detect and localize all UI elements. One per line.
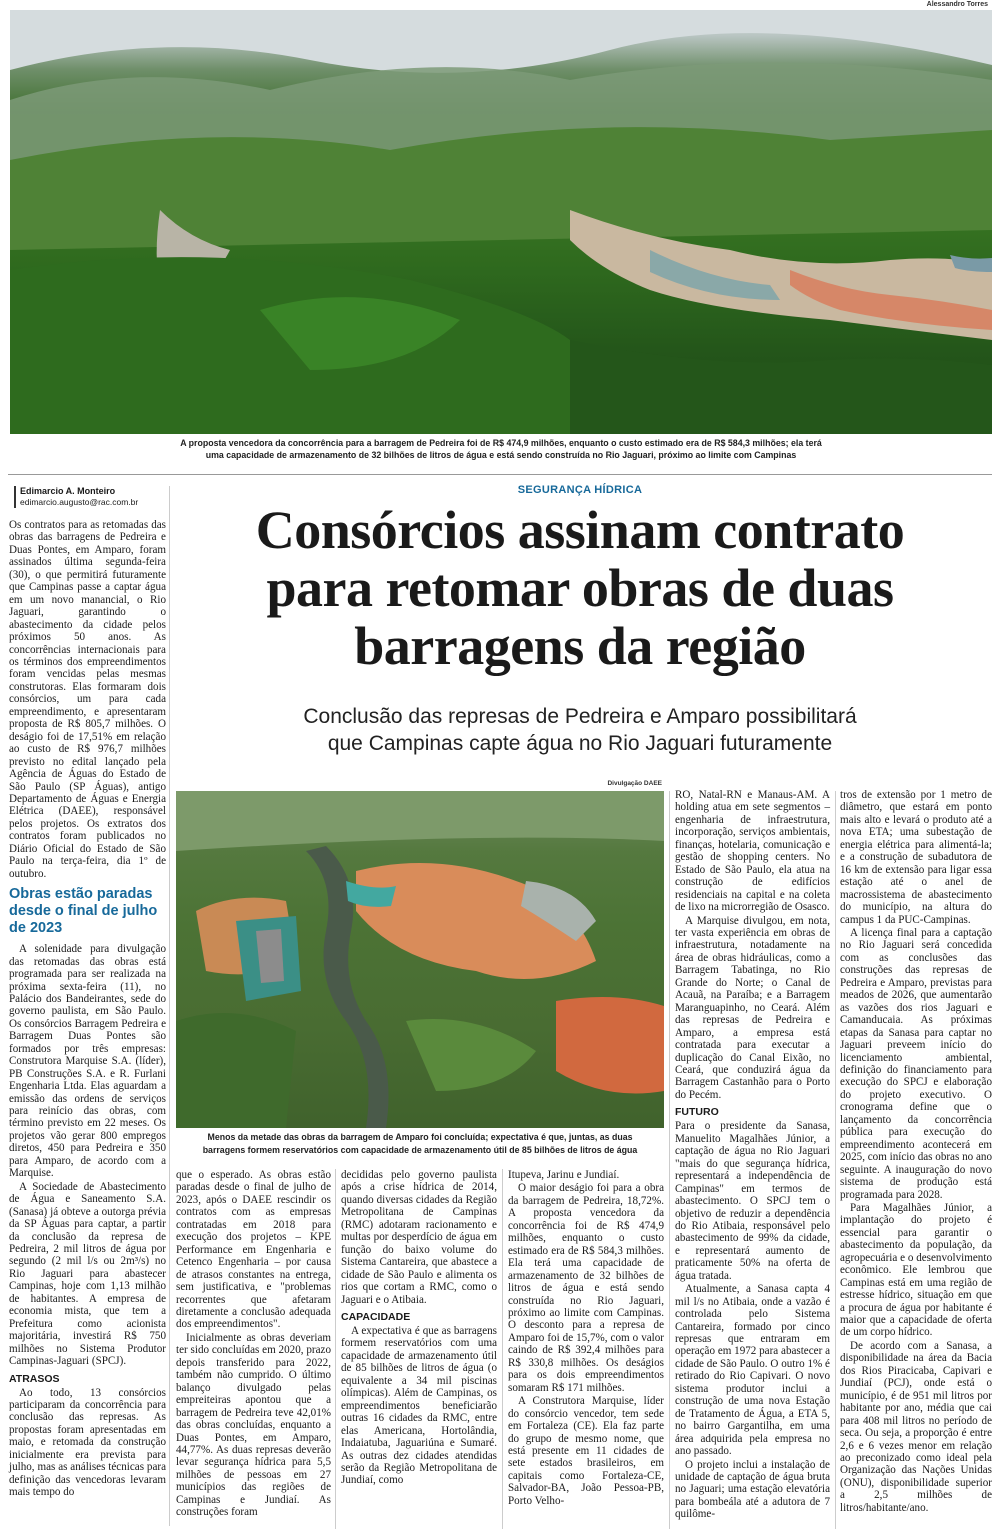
column-divider: [169, 486, 170, 1526]
paragraph: tros de extensão por 1 metro de diâmetro, que estará em ponto mais alto e levará o produto até a nova ETA; uma subestação de energia elétrica para alimentá-la; e a construção de subadutora de 16 km de extensão para ligar essa estação até o anel de macrossistema de abastecimento do município, na altura do campus 1 da PUC-Campinas.: [840, 789, 992, 926]
caption-line: A proposta vencedora da concorrência para a barragem de Pedreira foi de R$ 474,9 milhões, enquanto o custo estimado era de R$ 584,3 milhões; ela terá: [180, 438, 822, 448]
paragraph: Inicialmente as obras deveriam ter sido concluídas em 2020, prazo depois transferido para 2022, também não cumprido. O último balanço divulgado pelas empreiteiras apontou que a barragem de Pedreira teve 42,01% das obras concluídas, enquanto a Duas Pontes, em Amparo, 44,77%. As duas represas deverão levar segurança hídrica para 5,5 milhões de pessoas em 27 municípios das regiões de Campinas e Jundiaí. As construções foram: [176, 1331, 331, 1519]
paragraph: A Marquise divulgou, em nota, ter vasta experiência em obras de infraestrutura, notadamente na área de obras hidráulicas, como a Barragem Tabatinga, no Rio Grande do Norte; o Canal de Acauã, na Paraíba; e a Barragem Maranguapinho, no Ceará. Além das represas de Pedreira e Amparo, a empresa está contratada para executar a duplicação do Canal Eixão, no Ceará, que conduzirá água da Barragem Castanhão para o Porto do Pecém.: [675, 914, 830, 1101]
paragraph: RO, Natal-RN e Manaus-AM. A holding atua em sete segmentos – engenharia de infraestrutura, incorporação, serviços ambientais, finanças, hotelaria, comunicação e gestão de shopping centers. No Estado de São Paulo, ela atua na construção de edifícios residenciais na capital e na coleta de lixo na microrregião de Osasco.: [675, 789, 830, 914]
column-divider: [669, 791, 670, 1529]
caption-line: barragens formem reservatórios com capacidade de armazenamento útil de 85 bilhões de litros de água: [202, 1145, 638, 1155]
photo-credit-middle: Divulgação DAEE: [607, 780, 662, 787]
article-column-3: [341, 1169, 497, 1488]
paragraph: O projeto inclui a instalação de unidade de captação de água bruta no Jaguari; uma estação elevatória para bombeála até a adutora de 7 quilôme-: [675, 1458, 830, 1521]
caption-line: Menos da metade das obras da barragem de Amparo foi concluída; expectativa é que, juntas, as duas: [207, 1132, 633, 1142]
aerial-landscape-illustration: [10, 10, 992, 434]
paragraph: A Construtora Marquise, líder do consórcio vencedor, tem sede em Fortaleza (CE). Ela faz parte do grupo de mesmo nome, que está presente em 11 cidades de sete estados brasileiros, em capitais como Fortaleza-CE, Salvador-BA, João Pessoa-PB, Porto Velho-: [508, 1395, 664, 1507]
article-column-6: [840, 789, 992, 1515]
paragraph: Ao todo, 13 consórcios participaram da concorrência para conclusão das represas. As propostas foram apresentadas em maio, e retomada da construção inicialmente era prevista para julho, mas as análises técnicas para definição das vencedoras levaram mais tempo do: [9, 1386, 166, 1499]
paragraph: Os contratos para as retomadas das obras das barragens de Pedreira e Duas Pontes, em Amparo, foram assinados última segunda-feira (30), o que permitirá futuramente que Campinas passe a captar água em um novo manancial, o Rio Jaguari, garantindo o abastecimento da cidade pelos próximos 50 anos. As concorrências internacionais para os términos dos empreendimentos foram vencidas pelas mesmas construtoras. Elas formaram dois consórcios, um para cada empreendimento, e apresentaram proposta de R$ 805,7 milhões. O deságio foi de 17,51% em relação ao custo de R$ 976,7 milhões previsto no edital lançado pela Agência de Águas do Estado de São Paulo (SP Águas), antigo Departamento de Águas e Energia Elétrica (DAEE), responsável pelos projetos. Os extratos dos contratos foram publicados no Diário Oficial do Estado de São Paulo na terça-feira, dia 1º de outubro.: [9, 519, 166, 880]
subhead-line: que Campinas capte água no Rio Jaguari futuramente: [327, 732, 833, 755]
paragraph: De acordo com a Sanasa, a disponibilidade na área da Bacia dos Rios Piracicaba, Capivari e Jundiaí (PCJ), onde está o município, é de 951 mil litros por habitante por ano, média que cai para 408 mil litros no período de seca. Ou seja, a proporção é entre 2,6 e 6 vezes menor em relação ao preconizado como ideal pela Organização das Nações Unidas (ONU), disponibilidade superior a 2,5 milhões de litros/habitante/ano.: [840, 1339, 992, 1514]
paragraph: A expectativa é que as barragens formem reservatórios com uma capacidade de armazenamento útil de 85 bilhões de litros de água (o equivalente a 34 mil piscinas olímpicas). Além de Campinas, os empreendimentos beneficiarão outras 16 cidades da RMC, entre elas Americana, Hortolândia, Indaiatuba, Jaguariúna e Sumaré. As outras dez cidades atendidas serão da Região Metropolitana de Jundiaí, como: [341, 1324, 497, 1487]
author-name: Edimarcio A. Monteiro: [20, 486, 116, 496]
paragraph: Para Magalhães Júnior, a implantação do projeto é essencial para garantir o abastecimento da população, da agropecuária e o desenvolvimento econômico. Ele lembrou que Campinas está em uma região de estresse hídrico, situação em que a procura de água por habitante é maior que a capacidade de oferta de um corpo hídrico.: [840, 1201, 992, 1339]
intertitle: Obras estão paradas desde o final de julho de 2023: [9, 886, 158, 937]
dam-aerial-photo-pedreira: [10, 10, 992, 434]
paragraph: Para o presidente da Sanasa, Manuelito Magalhães Júnior, a captação de água no Rio Jaguari "mais do que segurança hídrica, representará a independência de Campinas" em termos de abastecimento. O SPCJ tem o objetivo de reduzir a dependência do Rio Atibaia, responsável pelo abastecimento de 99% da cidade, e representará aumento de praticamente 50% na oferta de água tratada.: [675, 1120, 830, 1282]
caption-line: uma capacidade de armazenamento de 32 bilhões de litros de água e está sendo construída no Rio Jaguari, próximo ao limite com Campinas: [205, 450, 797, 460]
dam-aerial-photo-amparo: [176, 791, 664, 1128]
article-column-2: [176, 1169, 331, 1520]
author-byline: [14, 486, 164, 508]
section-divider: [8, 474, 992, 475]
paragraph: decididas pelo governo paulista após a crise hídrica de 2014, quando diversas cidades da Região Metropolitana de Campinas (RMC) adotaram racionamento e multas por desperdício de água em função do baixo volume do Sistema Cantareira, que abastece a cidade de São Paulo e alimenta os rios que cortam a RMC, como o Jaguari e o Atibaia.: [341, 1169, 497, 1306]
photo-caption-middle: [176, 1131, 664, 1157]
subheadline: [170, 703, 990, 757]
paragraph: Atualmente, a Sanasa capta 4 mil l/s no Atibaia, onde a vazão é controlada pelo Sistema Cantareira, formado por cinco represas que entraram em operação em 1972 para abastecer a cidade de São Paulo. O outro 1% é retirado do Rio Capivari. O novo sistema produtor inclui a construção de uma nova Estação de Tratamento de Água, a ETA 5, no bairro Gargantilha, em uma área adquirida pela empresa no ano passado.: [675, 1283, 830, 1458]
column-divider: [335, 1169, 336, 1529]
article-column-5: [675, 789, 830, 1522]
headline-line: barragens da região: [354, 616, 806, 676]
photo-caption-top: [10, 437, 992, 461]
section-kicker: SEGURANÇA HÍDRICA: [517, 484, 643, 496]
paragraph: A licença final para a captação no Rio Jaguari será concedida com as conclusões das construções das represas de Pedreira e Amparo, previstas para meados de 2026, que aumentarão as vazões dos rios Jaguari e Camanducaia. As próximas etapas da Sanasa para captar no Jaguari preveem início do licenciamento ambiental, definição do financiamento para execução do SPCJ e elaboração do projeto executivo. O cronograma define que o lançamento da concorrência pública para execução do empreendimento acontecerá em 2025, com início das obras no ano seguinte. A inauguração do novo sistema de produção está programada para 2028.: [840, 926, 992, 1201]
article-column-1: [9, 519, 166, 1500]
author-email[interactable]: edimarcio.augusto@rac.com.br: [20, 497, 139, 507]
paragraph: O maior deságio foi para a obra da barragem de Pedreira, 18,72%. A proposta vencedora da concorrência foi de R$ 474,9 milhões, enquanto o custo estimado era de R$ 584,3 milhões. Ela terá uma capacidade de armazenamento de 32 bilhões de litros de água e está sendo construída no Rio Jaguari, próximo ao limite com Campinas. O desconto para a represa de Amparo foi de 15,7%, com o valor caindo de R$ 392,4 milhões para R$ 330,8 milhões. Os deságios para os dois empreendimentos somaram R$ 171 milhões.: [508, 1182, 664, 1394]
construction-site-illustration: [176, 791, 664, 1128]
paragraph: que o esperado. As obras estão paradas desde o final de julho de 2023, após o DAEE rescindir os contratos com as empresas contratadas em 2018 para execução dos projetos – KPE Performance em Engenharia e Cetenco Engenharia – por causa de atrasos constantes na entrega, sem justificativa, e "problemas recorrentes que afetaram diretamente a conclusão adequada dos empreendimentos".: [176, 1169, 331, 1331]
subheading-atrasos: ATRASOS: [9, 1372, 60, 1385]
column-divider: [502, 1169, 503, 1529]
headline: [170, 501, 990, 675]
column-divider: [835, 791, 836, 1529]
subhead-line: Conclusão das represas de Pedreira e Amparo possibilitará: [303, 705, 857, 728]
headline-line: para retomar obras de duas: [266, 558, 894, 618]
article-column-4: [508, 1169, 664, 1508]
subheading-futuro: FUTURO: [675, 1106, 719, 1119]
photo-credit-top: Alessandro Torres: [926, 1, 988, 8]
paragraph: A Sociedade de Abastecimento de Água e Saneamento S.A. (Sanasa) já obteve a outorga prévia da SP Águas para captar, a partir da conclusão da represa de Pedreira, 2 mil litros de água por segundo (2 mil l/s ou 2m³/s) no Rio Jaguari para abastecer Campinas, hoje com 1,13 milhão de habitantes. A empresa de economia mista, que tem a Prefeitura como acionista majoritária, investirá R$ 750 milhões no Sistema Produtor Campinas-Jaguari (SPCJ).: [9, 1180, 166, 1368]
subheading-capacidade: CAPACIDADE: [341, 1310, 411, 1323]
paragraph: Itupeva, Jarinu e Jundiaí.: [508, 1169, 620, 1181]
paragraph: A solenidade para divulgação das retomadas das obras está programada para ser realizada na próxima sexta-feira (11), no Palácio dos Bandeirantes, sede do governo paulista, em São Paulo. Os consórcios Barragem Pedreira e Barragem Duas Pontes são formados por três empresas: Construtora Marquise S.A. (líder), PB Construções S.A. e R. Furlani Engenharia Ltda. Elas aguardam a emissão das ordens de serviços para reinício das obras, com término previsto em 22 meses. Os projetos vão gerar 800 empregos diretos, 450 para Pedreira e 350 para Amparo, de acordo com a Marquise.: [9, 943, 166, 1180]
headline-line: Consórcios assinam contrato: [255, 500, 905, 560]
